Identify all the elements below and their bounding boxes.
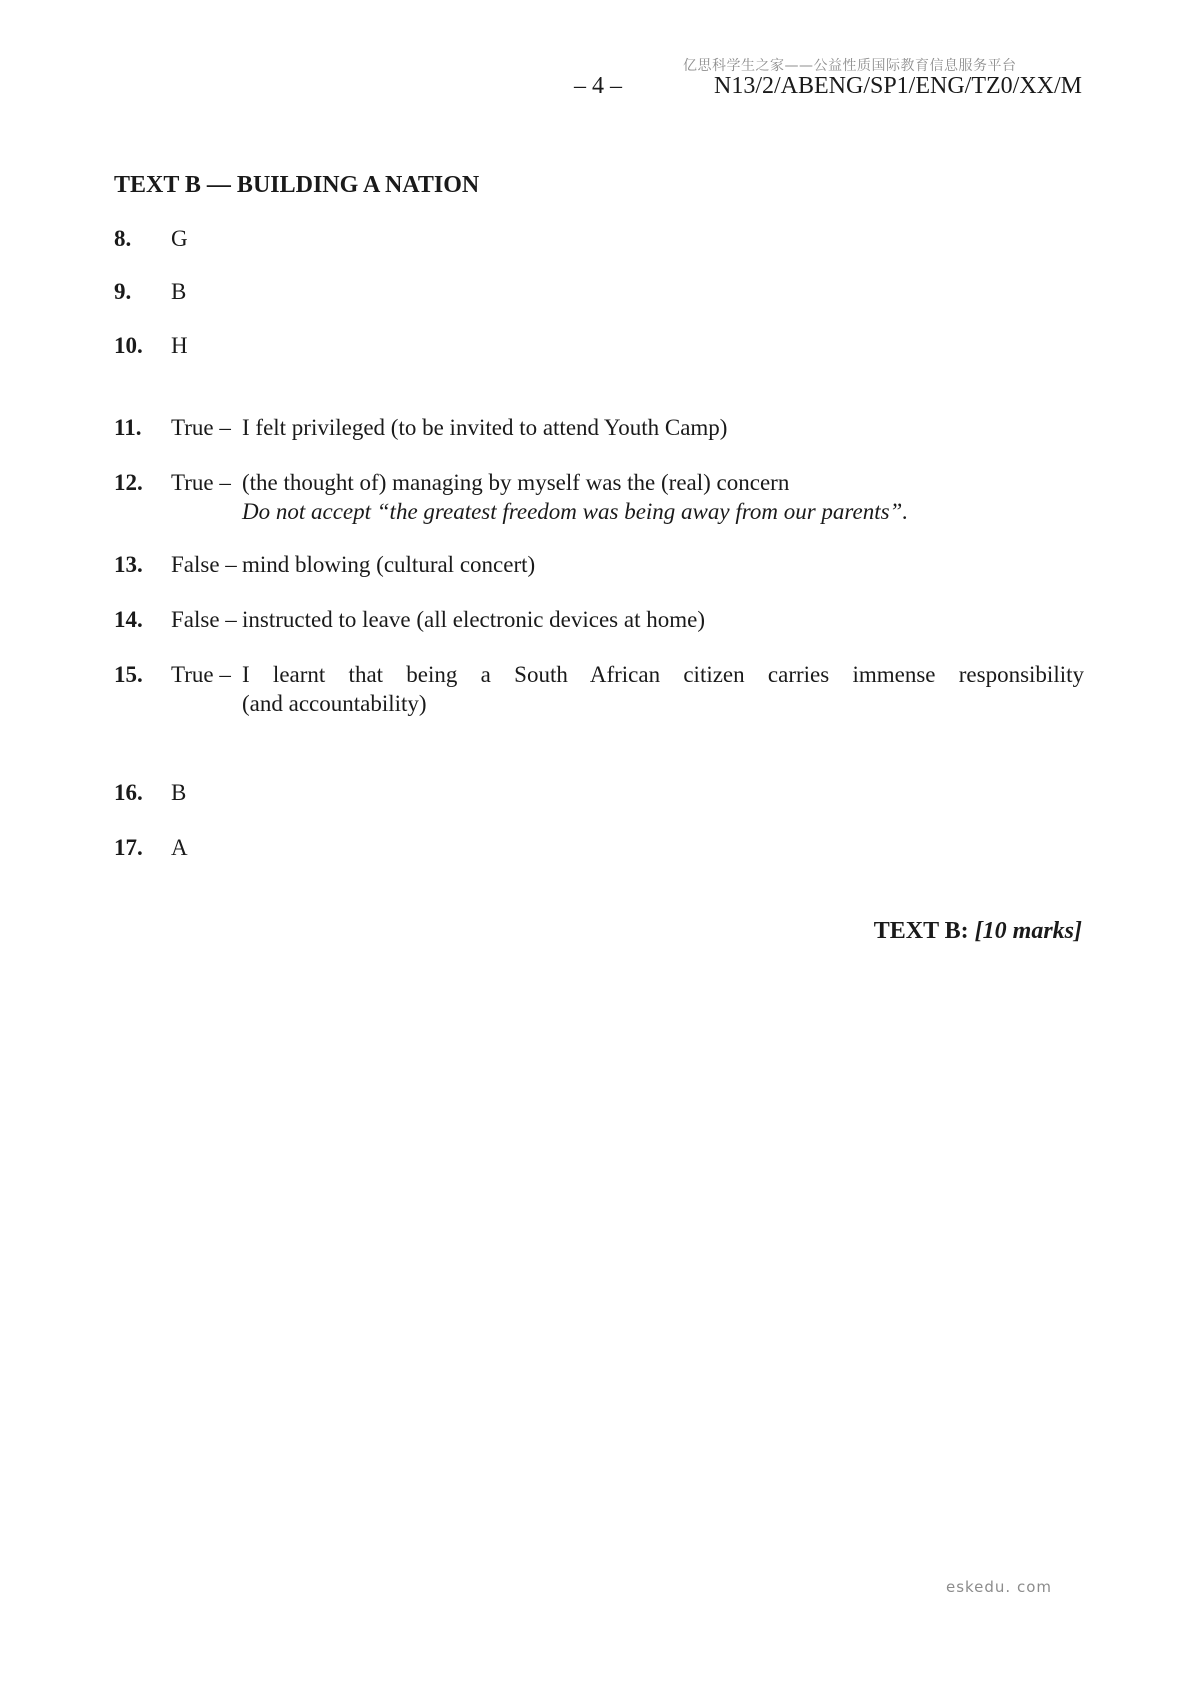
justification-text: I learnt that being a South African citizen carries immense responsibility [242,662,1084,687]
question-number: 14. [114,607,143,632]
justification-text-continued: (and accountability) [242,691,427,716]
question-number: 12. [114,470,143,495]
question-number: 13. [114,552,143,577]
question-number: 17. [114,835,143,860]
answer-letter: B [171,279,187,304]
justification-block [242,468,908,526]
justification-text: (the thought of) managing by myself was the (real) concern [242,470,790,495]
true-false-verdict: True – [171,662,231,687]
document-code: N13/2/ABENG/SP1/ENG/TZ0/XX/M [713,73,1082,99]
justification-text: mind blowing (cultural concert) [242,552,536,577]
justification-block [242,660,1084,718]
question-number: 16. [114,780,143,805]
true-false-verdict: True – [171,470,231,495]
section-total [874,918,1082,945]
true-false-verdict: True – [171,415,231,440]
header-watermark: 亿思科学生之家——公益性质国际教育信息服务平台 [683,58,1017,74]
marking-note: Do not accept “the greatest freedom was being away from our parents”. [242,499,909,524]
answer-letter: G [171,226,188,251]
footer-watermark: eskedu. com [945,1578,1052,1596]
section-title: TEXT B — BUILDING A NATION [114,172,480,198]
answer-letter: H [171,333,188,358]
page-number: – 4 – [574,73,622,99]
question-number: 15. [114,662,143,687]
answer-letter: B [171,780,187,805]
total-marks: [10 marks] [974,918,1082,944]
justification-text: I felt privileged (to be invited to attend Youth Camp) [242,415,728,440]
question-number: 8. [114,226,132,251]
answer-letter: A [171,835,188,860]
question-number: 11. [114,415,142,440]
true-false-verdict: False – [171,607,237,632]
question-number: 10. [114,333,143,358]
justification-text: instructed to leave (all electronic devices at home) [242,607,705,632]
total-label: TEXT B: [873,918,969,944]
question-number: 9. [114,279,132,304]
true-false-verdict: False – [171,552,237,577]
